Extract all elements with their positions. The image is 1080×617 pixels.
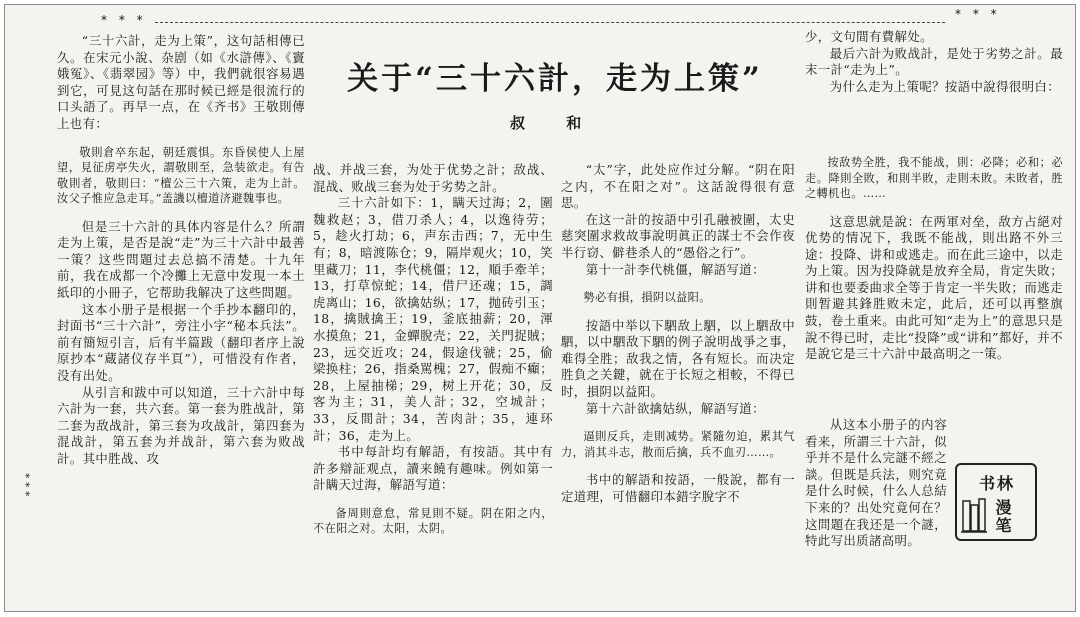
paragraph: 书中的解語和按語，一般說，都有一定道理，可惜翻印本錯字脫字不 (561, 472, 795, 504)
column-4-bottom (805, 417, 947, 550)
column-1 (57, 33, 305, 467)
column-4 (805, 155, 1063, 363)
column-3 (561, 162, 795, 505)
newspaper-clipping (4, 4, 1076, 612)
stars-left: * * * (101, 13, 147, 27)
column-2 (313, 162, 553, 537)
quote-block: 勢必有損，損阴以益阳。 (583, 291, 711, 305)
paragraph: 为什么走为上策呢？按語中說得很明白： (829, 78, 1061, 94)
paragraph: 但是三十六計的具体内容是什么？所謂走为上策，是否是說“走”为三十六計中最善一策？这些問題过去总搞不清楚。十九年前，我在成都一个冷攤上无意中发現一本土紙印的小冊子，它帮助我解决了这些問題。 (57, 218, 305, 300)
quote-block: 备周則意怠，常見則不疑。阴在阳之内，不在阳之对。太阳，太阴。 (313, 506, 553, 536)
paragraph: 三十六計如下：1，瞒天过海；2，圍魏救赵；3，借刀杀人；4，以逸待劳；5，趁火打劫；6，声东击西；7，无中生有；8，暗渡陈仓；9，隔岸观火；10，笑里藏刀；11，李代桃僵；12，順手牽羊；13，打草惊蛇；14，借尸还魂；15，調虎离山；16，欲擒姑纵；17，抛砖引玉；18，擒賊擒王；19，釜底抽薪；20，渾水摸魚；21，金蟬脫壳；22，关門捉賊；23，远交近攻；24，假途伐虢；25，偷梁换柱；26，指桑駡槐；27，假痴不癲；28，上屋抽梯；29，树上开花；30，反客为主；31，美人計；32，空城計；33，反間計；34，苦肉計；35，連环計；36，走为上。 (313, 195, 553, 443)
side-stars: * * * (19, 473, 32, 497)
paragraph: “三十六計，走为上策”，这句話相傳已久。在宋元小說、杂剧（如《水滸傳》、《竇娥冤》、《翡翠园》等）中，我們就很容易遇到它，可見这句話在那时候已經是很流行的口头語了。再早一点，在《齐书》王敬則傳上也有： (57, 33, 305, 131)
paragraph: 这意思就是說：在两軍对垒，敌方占絕对优势的情况下，我既不能战，則出路不外三途：投降、讲和或逃走。而在此三途中，以走为上策。因为投降就是放弃全局，肯定失敗；讲和也要委曲求全等于肯定一半失敗；而逃走則暂避其鋒胜败未定，此后，还可以再整旗鼓，卷土重来。由此可知“走为上”的意思只是說不得已时，走比“投降”或“讲和”都好，并不是說它是三十六計中最高明之一策。 (805, 213, 1063, 362)
paragraph: 书中每計均有解語，有按語。其中有許多辯証观点，讀来饒有趣味。例如第一計瞒天过海，解語写道： (313, 444, 553, 493)
column-4-top (805, 29, 1063, 95)
article-author: 叔 和 (510, 114, 600, 132)
quote-block: 按敌势全胜，我不能战，則：必降；必和；必走。降則全敗，和則半敗，走則未敗。未敗者，胜之轉机也。…… (805, 156, 1063, 200)
paragraph: 从这本小册子的内容看来，所謂三十六計，似乎并不是什么完謎不經之談。但既是兵法，则究竟是什么时候，什么人总結下来的？出处究竟何在？这問題在我还是一个謎，特此写出质諸高明。 (805, 417, 947, 549)
paragraph: 战、并战三套，为处于优势之計；敌战、混战、败战三套为处于劣势之計。 (313, 162, 553, 194)
paragraph: 这本小册子是根据一个手抄本翻印的，封面书“三十六計”，旁注小字“秘本兵法”。前有簡短引言，后有半篇跋（翻印者序上說原抄本“蔵諸仪存半頁”），可惜没有作者，没有出处。 (57, 301, 305, 383)
paragraph: 最后六計为败战計，是处于劣势之計。最末一計“走为上”。 (805, 45, 1063, 78)
paragraph: 从引言和跋中可以知道，三十六計中每六計为一套，共六套。第一套为胜战計，第二套为敌战計，第三套为攻战計，第四套为混战計，第五套为并战計，第六套为败战計。其中胜战、攻 (57, 384, 305, 466)
header-rule (155, 22, 945, 23)
quote-block: 敬則倉卒东起，朝廷震惧。东昏侯使人上屋望，見征虏亭失火，謂敬則至，急装欲走。有告敬則者，敬則曰：“檀公三十六策，走为上計。汝父子惟应急走耳。”盖譏以檀道济避魏事也。 (57, 145, 305, 206)
article-title: 关于“三十六計，走为上策” (347, 61, 763, 97)
badge-title: 书林 (979, 474, 1016, 493)
paragraph: 第十一計李代桃僵，解語写道： (585, 261, 765, 277)
paragraph: “太”字，此处应作过分解。“阴在阳之内，不在阳之对”。这話說得很有意思。 (561, 162, 795, 211)
article-title-block (305, 53, 805, 98)
paragraph: 第十六計欲擒姑纵，解語写道： (585, 400, 765, 416)
quote-block: 逼則反兵，走則减势。紧隨勿迫，累其气力，消其斗志，散而后擒，兵不血刃……。 (561, 430, 795, 459)
books-icon (961, 497, 987, 533)
stars-right: * * * (955, 7, 1001, 21)
paragraph: 在这一計的按語中引孔融被圍，太史慈突圍求救故事說明眞正的謀士不会作夜半行窃、僻巷杀人的“愚俗之行”。 (561, 211, 795, 260)
column-badge (955, 463, 1037, 541)
paragraph: 少，文句間有費解处。 (805, 29, 933, 44)
paragraph: 按語中举以下駟敌上駟，以上駟敌中駟，以中駟敌下駟的例子說明战爭之事，难得全胜；敌我之情，各有短长。而决定胜負之关鍵，就在于长短之相較，不得已时，損阴以益阳。 (561, 317, 795, 400)
badge-subtitle: 漫笔 (993, 499, 1012, 535)
